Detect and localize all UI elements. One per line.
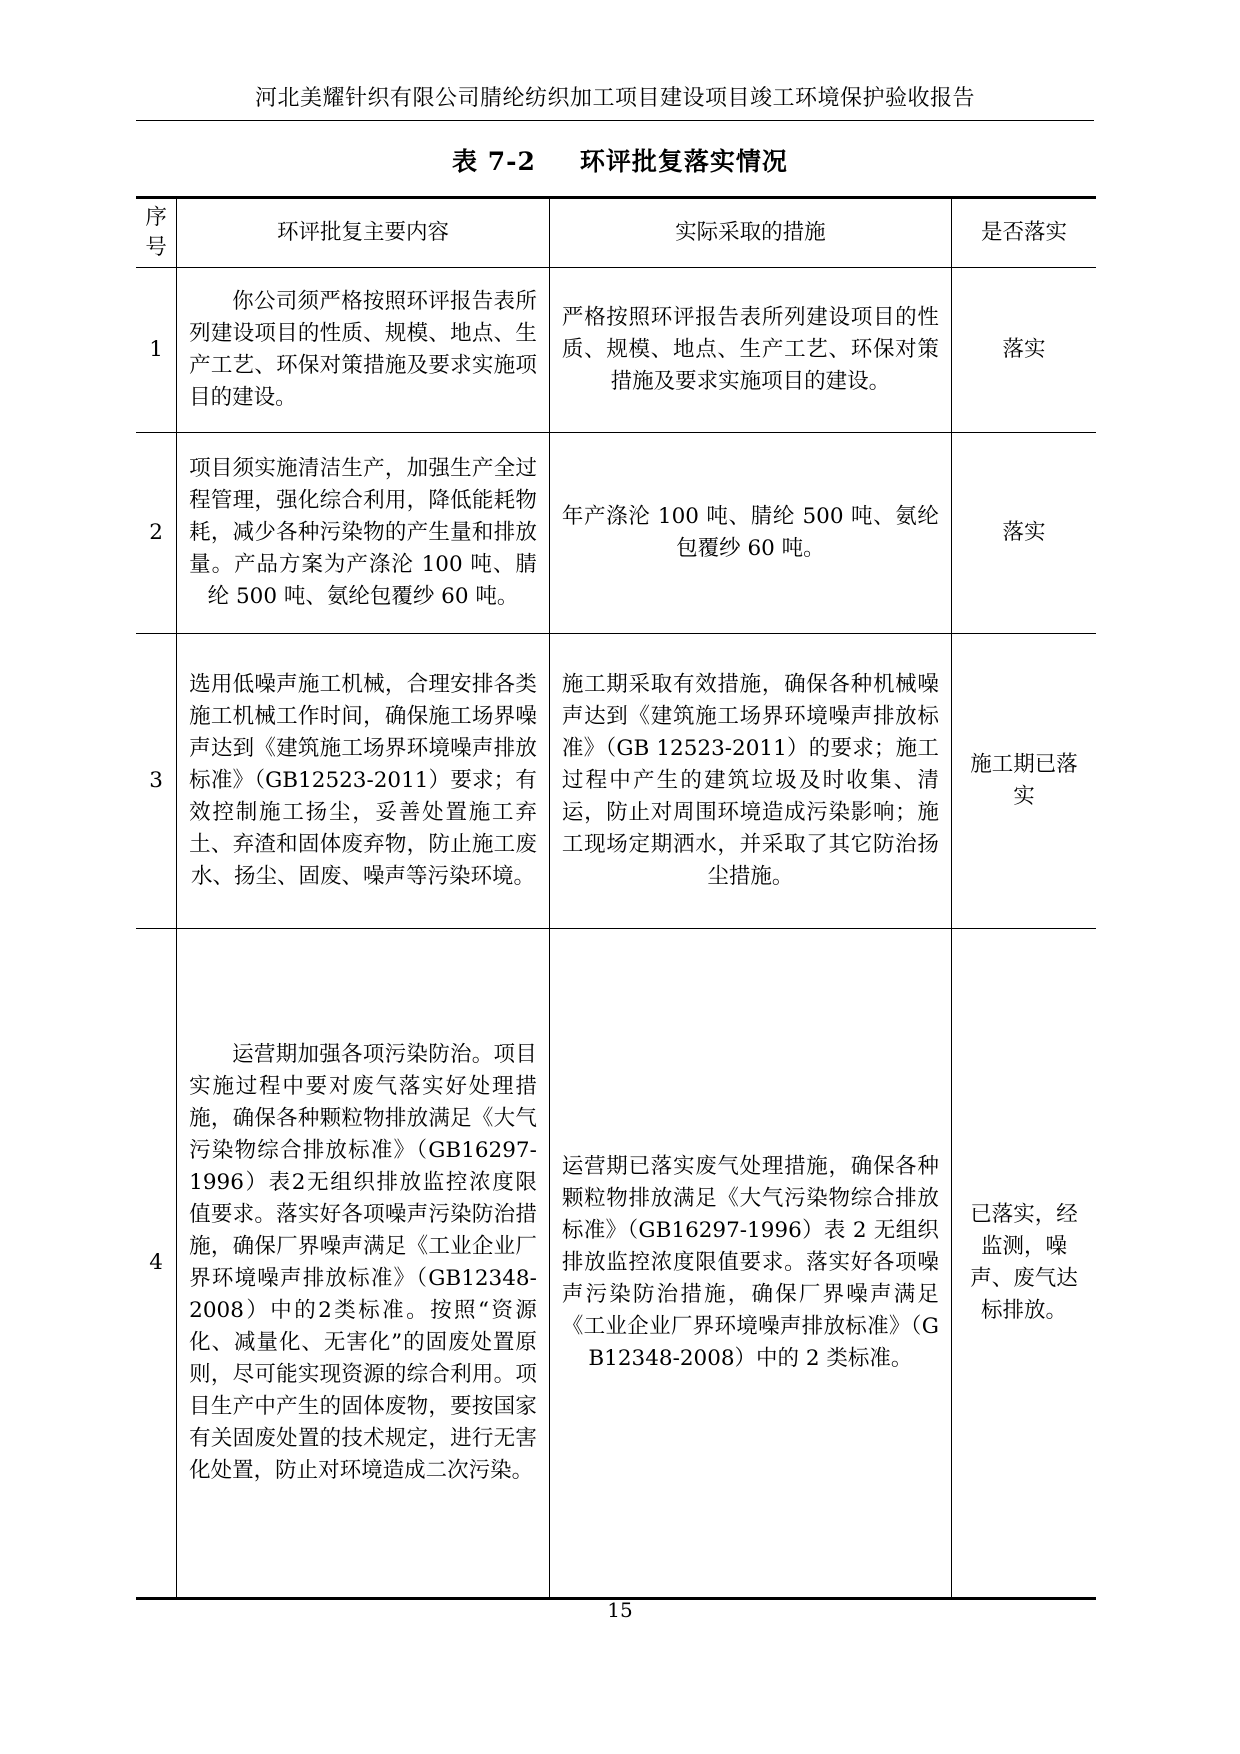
table-caption: 环评批复落实情况 xyxy=(579,147,788,176)
table-title xyxy=(0,142,1240,178)
column-header-requirement: 环评批复主要内容 xyxy=(177,198,550,268)
action-cell: 施工期采取有效措施，确保各种机械噪声达到《建筑施工场界环境噪声排放标准》（GB 12523-2011）的要求；施工过程中产生的建筑垃圾及时收集、清运，防止对周围环境造成污染影响；施工现场定期洒水，并采取了其它防治扬尘措施。 xyxy=(549,634,951,929)
status-cell: 落实 xyxy=(951,268,1096,433)
requirement-cell: 你公司须严格按照环评报告表所列建设项目的性质、规模、地点、生产工艺、环保对策措施及要求实施项目的建设。 xyxy=(177,268,550,433)
approval-implementation-table xyxy=(136,196,1096,1600)
table-number: 表 7-2 xyxy=(452,147,536,176)
action-cell: 严格按照环评报告表所列建设项目的性质、规模、地点、生产工艺、环保对策措施及要求实施项目的建设。 xyxy=(549,268,951,433)
table-row xyxy=(136,268,1096,433)
report-title: 河北美耀针织有限公司腈纶纺织加工项目建设项目竣工环境保护验收报告 xyxy=(254,86,975,111)
column-header-index: 序号 xyxy=(136,198,177,268)
requirement-cell: 运营期加强各项污染防治。项目实施过程中要对废气落实好处理措施，确保各种颗粒物排放满足《大气污染物综合排放标准》（GB16297-1996）表2无组织排放监控浓度限值要求。落实好各项噪声污染防治措施，确保厂界噪声满足《工业企业厂界环境噪声排放标准》（GB12348-2008）中的2类标准。按照“资源化、减量化、无害化”的固废处置原则，尽可能实现资源的综合利用。项目生产中产生的固体废物，要按国家有关固废处置的技术规定，进行无害化处置，防止对环境造成二次污染。 xyxy=(177,929,550,1599)
table-row xyxy=(136,634,1096,929)
row-index: 4 xyxy=(136,929,177,1599)
column-header-status: 是否落实 xyxy=(951,198,1096,268)
action-cell: 运营期已落实废气处理措施，确保各种颗粒物排放满足《大气污染物综合排放标准》（GB16297-1996）表 2 无组织排放监控浓度限值要求。落实好各项噪声污染防治措施，确保厂界噪声满足《工业企业厂界环境噪声排放标准》（GB12348-2008）中的 2 类标准。 xyxy=(549,929,951,1599)
table-row xyxy=(136,929,1096,1599)
row-index: 3 xyxy=(136,634,177,929)
page-header xyxy=(136,84,1094,121)
status-cell: 施工期已落实 xyxy=(951,634,1096,929)
page-number: 15 xyxy=(607,1598,633,1622)
status-cell: 已落实，经监测，噪声、废气达标排放。 xyxy=(951,929,1096,1599)
row-index: 1 xyxy=(136,268,177,433)
table-header-row xyxy=(136,198,1096,268)
table-row xyxy=(136,433,1096,634)
column-header-action: 实际采取的措施 xyxy=(549,198,951,268)
status-cell: 落实 xyxy=(951,433,1096,634)
requirement-cell: 选用低噪声施工机械，合理安排各类施工机械工作时间，确保施工场界噪声达到《建筑施工场界环境噪声排放标准》（GB12523-2011）要求；有效控制施工扬尘，妥善处置施工弃土、弃渣和固体废弃物，防止施工废水、扬尘、固废、噪声等污染环境。 xyxy=(177,634,550,929)
row-index: 2 xyxy=(136,433,177,634)
action-cell: 年产涤沦 100 吨、腈纶 500 吨、氨纶包覆纱 60 吨。 xyxy=(549,433,951,634)
requirement-cell: 项目须实施清洁生产，加强生产全过程管理，强化综合利用，降低能耗物耗，减少各种污染物的产生量和排放量。产品方案为产涤沦 100 吨、腈纶 500 吨、氨纶包覆纱 60 吨。 xyxy=(177,433,550,634)
